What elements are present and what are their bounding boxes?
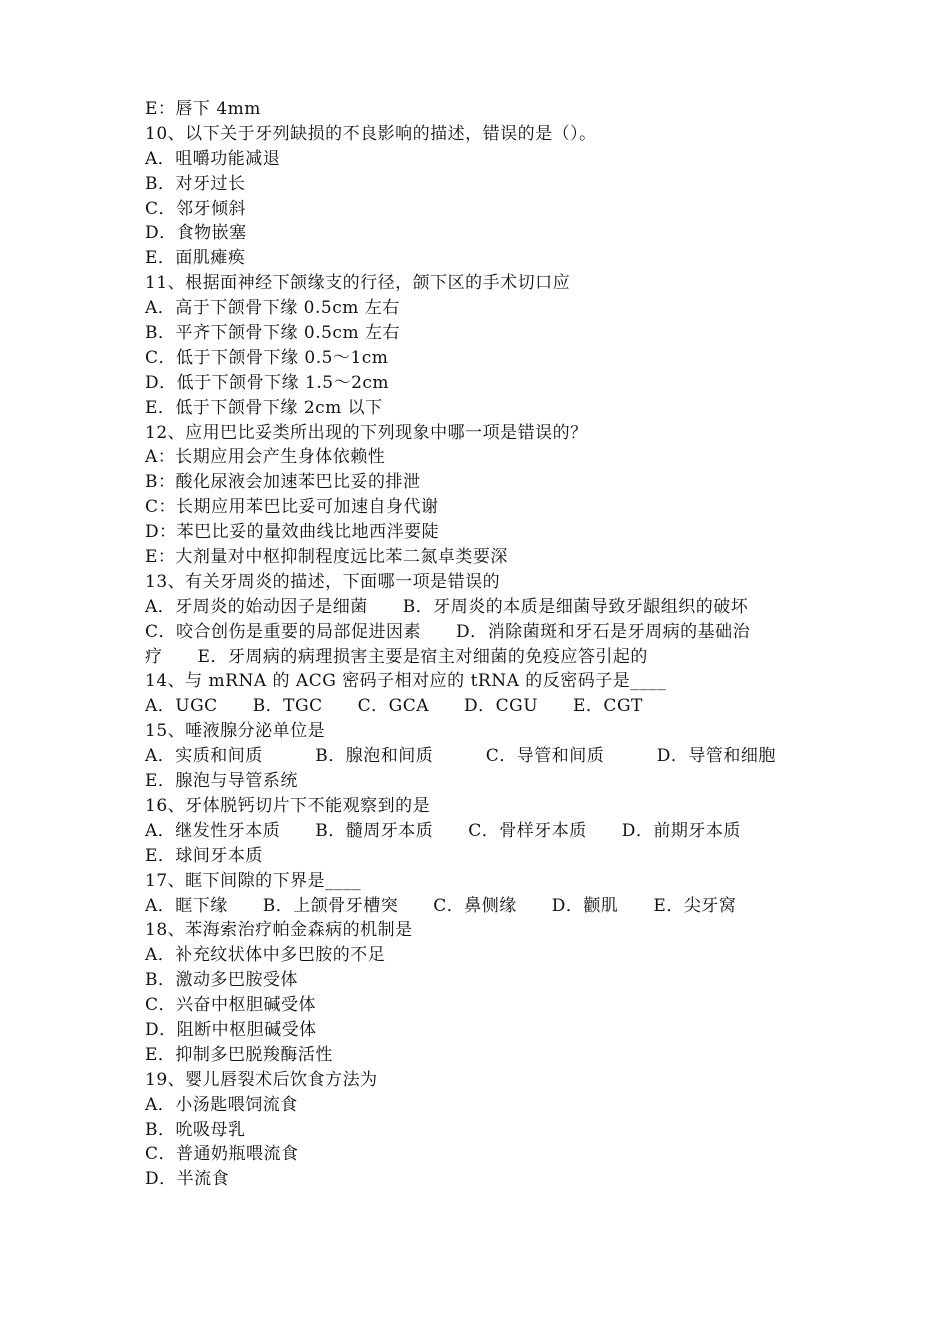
question-stem: 18、苯海索治疗帕金森病的机制是	[145, 920, 413, 941]
document-body	[145, 97, 825, 1192]
answer-options-row: 疗 E．牙周病的病理损害主要是宿主对细菌的免疫应答引起的	[145, 646, 648, 667]
question-stem: 12、应用巴比妥类所出现的下列现象中哪一项是错误的？	[145, 422, 588, 443]
answer-option: C．普通奶瓶喂流食	[145, 1144, 299, 1165]
answer-option: C．低于下颌骨下缘 0.5～1cm	[145, 347, 389, 368]
answer-option: A．咀嚼功能减退	[145, 148, 281, 169]
question-stem: 16、牙体脱钙切片下不能观察到的是	[145, 795, 431, 816]
answer-option: C：长期应用苯巴比妥可加速自身代谢	[145, 497, 439, 518]
question-stem: 15、唾液腺分泌单位是	[145, 721, 326, 742]
answer-option: B．吮吸母乳	[145, 1119, 246, 1140]
answer-option: A．小汤匙喂饲流食	[145, 1094, 298, 1115]
answer-option: D．阻断中枢胆碱受体	[145, 1019, 317, 1040]
answer-option: D．低于下颌骨下缘 1.5～2cm	[145, 372, 390, 393]
answer-option: B．平齐下颌骨下缘 0.5cm 左右	[145, 323, 400, 344]
answer-option: C．兴奋中枢胆碱受体	[145, 995, 317, 1016]
answer-option: A．补充纹状体中多巴胺的不足	[145, 945, 386, 966]
answer-option: E．球间牙本质	[145, 845, 263, 866]
answer-options-row: A．UGC B．TGC C．GCA D．CGU E．CGT	[145, 696, 643, 717]
answer-option: E．腺泡与导管系统	[145, 771, 298, 792]
answer-options-row: A．眶下缘 B．上颌骨牙槽突 C．鼻侧缘 D．颧肌 E．尖牙窝	[145, 895, 737, 916]
question-stem: 10、以下关于牙列缺损的不良影响的描述，错误的是（）。	[145, 123, 597, 144]
question-stem: 13、有关牙周炎的描述，下面哪一项是错误的	[145, 571, 501, 592]
question-stem: 14、与 mRNA 的 ACG 密码子相对应的 tRNA 的反密码子是____	[145, 671, 667, 692]
answer-option: E：大剂量对中枢抑制程度远比苯二氮卓类要深	[145, 547, 508, 568]
question-stem: 19、婴儿唇裂术后饮食方法为	[145, 1069, 378, 1090]
answer-option: B：酸化尿液会加速苯巴比妥的排泄	[145, 472, 421, 493]
answer-option: E．低于下颌骨下缘 2cm 以下	[145, 397, 383, 418]
answer-option: B．对牙过长	[145, 173, 246, 194]
answer-option: E．抑制多巴脱羧酶活性	[145, 1044, 333, 1065]
answer-option: D．半流食	[145, 1169, 230, 1190]
answer-option: A．高于下颌骨下缘 0.5cm 左右	[145, 298, 400, 319]
answer-option: D．食物嵌塞	[145, 223, 247, 244]
question-stem: 17、眶下间隙的下界是____	[145, 870, 362, 891]
answer-option: D：苯巴比妥的量效曲线比地西泮要陡	[145, 522, 440, 543]
answer-options-row: A．牙周炎的始动因子是细菌 B．牙周炎的本质是细菌导致牙龈组织的破坏	[145, 596, 749, 617]
answer-options-row: A．实质和间质 B．腺泡和间质 C．导管和间质 D．导管和细胞	[145, 746, 776, 767]
answer-option: E．面肌瘫痪	[145, 248, 246, 269]
answer-options-row: A．继发性牙本质 B．髓周牙本质 C．骨样牙本质 D．前期牙本质	[145, 820, 741, 841]
question-stem: 11、根据面神经下颌缘支的行径，颌下区的手术切口应	[145, 273, 571, 294]
answer-option: B．激动多巴胺受体	[145, 970, 298, 991]
answer-option: A：长期应用会产生身体依赖性	[145, 447, 386, 468]
answer-option: E：唇下 4mm	[145, 99, 261, 119]
answer-option: C．邻牙倾斜	[145, 198, 247, 219]
answer-options-row: C．咬合创伤是重要的局部促进因素 D．消除菌斑和牙石是牙周病的基础治	[145, 621, 751, 642]
